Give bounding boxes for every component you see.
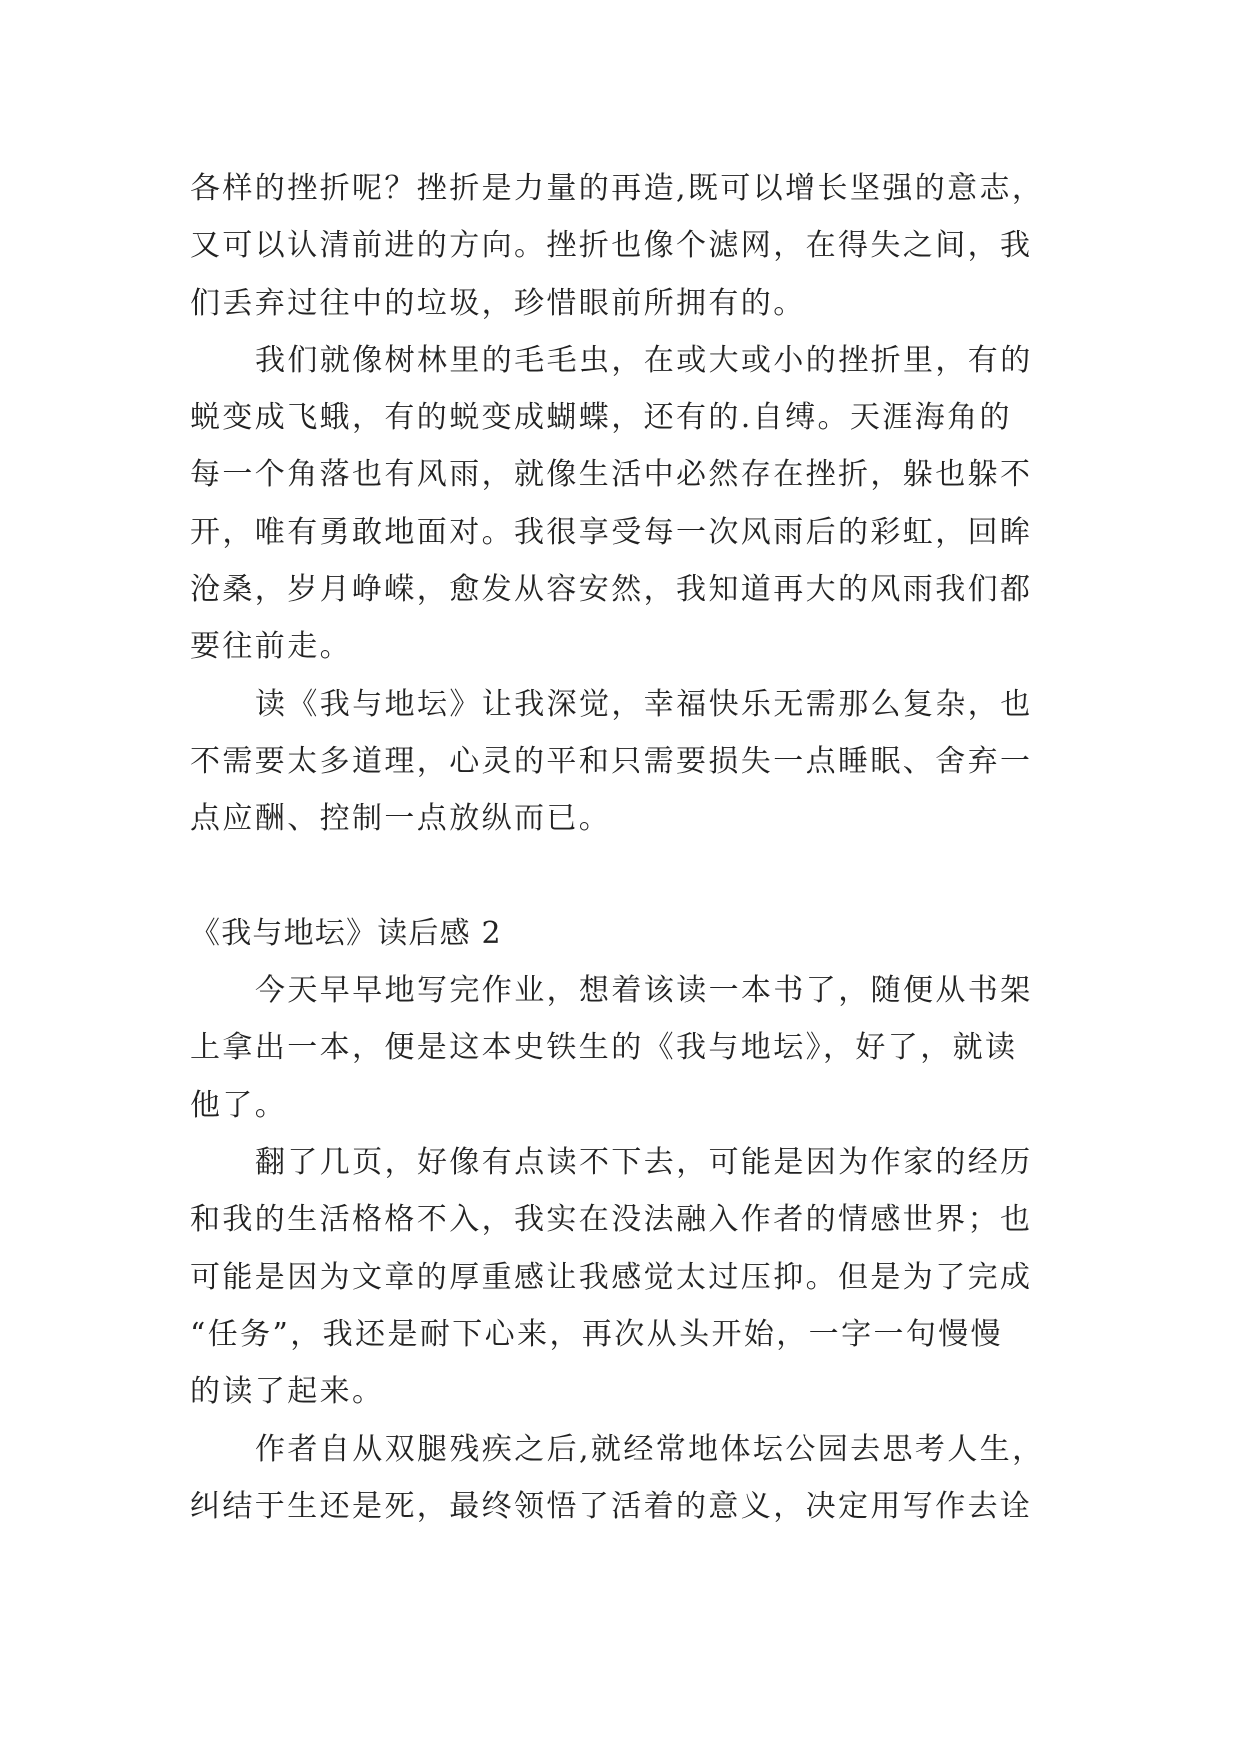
paragraph-line: 作者自从双腿残疾之后,就经常地体坛公园去思考人生， <box>255 1431 1045 1467</box>
paragraph-2 <box>190 332 1060 676</box>
paragraph-line: 又可以认清前进的方向。挫折也像个滤网，在得失之间，我 <box>190 228 1033 264</box>
paragraph-line: 每一个角落也有风雨，就像生活中必然存在挫折，躲也躲不 <box>190 457 1033 493</box>
paragraph-line: “任务”，我还是耐下心来，再次从头开始，一字一句慢慢 <box>190 1316 1004 1352</box>
paragraph-line: 今天早早地写完作业，想着该读一本书了，随便从书架 <box>255 973 1033 1009</box>
paragraph-line: 上拿出一本，便是这本史铁生的《我与地坛》，好了，就读 <box>190 1030 1018 1066</box>
document-body <box>190 160 1060 1535</box>
paragraph-line: 翻了几页，好像有点读不下去，可能是因为作家的经历 <box>255 1145 1033 1181</box>
paragraph-4 <box>190 962 1060 1134</box>
paragraph-line: 蜕变成飞蛾，有的蜕变成蝴蝶，还有的.自缚。天涯海角的 <box>190 400 1012 436</box>
paragraph-line: 点应酬、控制一点放纵而已。 <box>190 801 612 837</box>
paragraph-line: 要往前走。 <box>190 629 352 665</box>
paragraph-line: 开，唯有勇敢地面对。我很享受每一次风雨后的彩虹，回眸 <box>190 514 1033 550</box>
paragraph-line: 可能是因为文章的厚重感让我感觉太过压抑。但是为了完成 <box>190 1259 1033 1295</box>
paragraph-line: 读《我与地坛》让我深觉，幸福快乐无需那么复杂，也 <box>255 686 1033 722</box>
paragraph-1 <box>190 160 1060 332</box>
paragraph-line: 和我的生活格格不入，我实在没法融入作者的情感世界；也 <box>190 1202 1033 1238</box>
section-heading: 《我与地坛》读后感 2 <box>190 915 502 951</box>
paragraph-3 <box>190 676 1060 848</box>
paragraph-line: 们丢弃过往中的垃圾，珍惜眼前所拥有的。 <box>190 285 806 321</box>
paragraph-line: 的读了起来。 <box>190 1374 385 1410</box>
section-spacer <box>190 848 1060 905</box>
paragraph-line: 他了。 <box>190 1087 288 1123</box>
paragraph-line: 各样的挫折呢？挫折是力量的再造,既可以增长坚强的意志， <box>190 171 1045 206</box>
paragraph-line: 沧桑，岁月峥嵘，愈发从容安然，我知道再大的风雨我们都 <box>190 572 1033 608</box>
paragraph-5 <box>190 1134 1060 1420</box>
paragraph-line: 我们就像树林里的毛毛虫，在或大或小的挫折里，有的 <box>255 342 1033 378</box>
paragraph-6 <box>190 1421 1060 1536</box>
paragraph-line: 不需要太多道理，心灵的平和只需要损失一点睡眠、舍弃一 <box>190 743 1033 779</box>
paragraph-line: 纠结于生还是死，最终领悟了活着的意义，决定用写作去诠 <box>190 1488 1033 1524</box>
